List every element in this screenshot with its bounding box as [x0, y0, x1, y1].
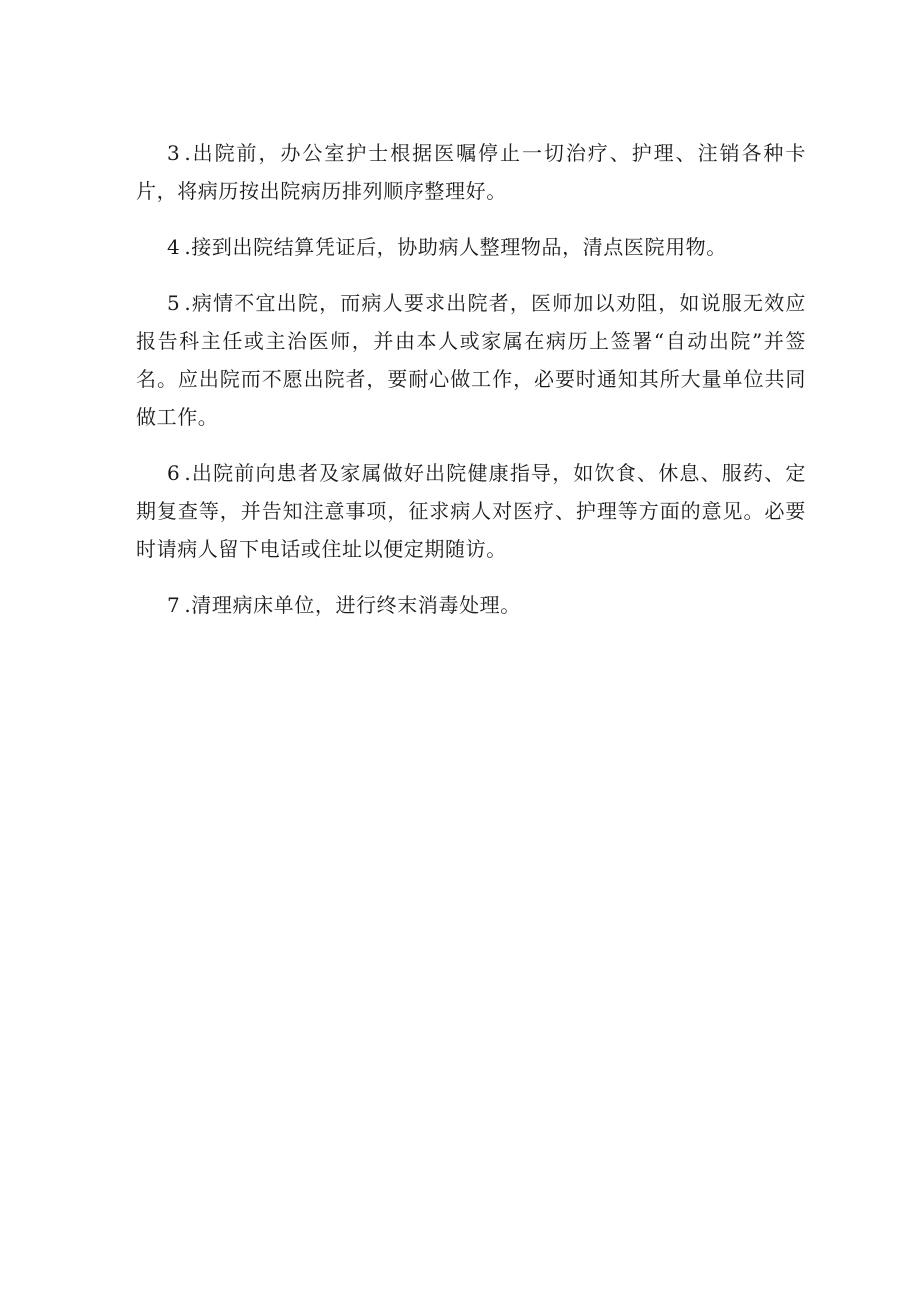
- item-number: 5: [167, 291, 181, 315]
- list-item-7: [136, 586, 806, 624]
- item-text: .病情不宜出院，而病人要求出院者，医师加以劝阻，如说服无效应报告科主任或主治医师，并由本人或家属在病历上签署“自动出院”并签名。应出院而不愿出院者，要耐心做工作，必要时通知其所大量单位共同做工作。: [136, 291, 806, 429]
- item-number: 7: [167, 593, 181, 617]
- item-number: 6: [167, 461, 181, 485]
- document-body: [136, 134, 806, 642]
- item-number: 4: [167, 235, 181, 259]
- list-item-3: [136, 134, 806, 210]
- list-item-6: [136, 454, 806, 568]
- item-text: .接到出院结算凭证后，协助病人整理物品，清点医院用物。: [184, 235, 727, 259]
- list-item-5: [136, 284, 806, 436]
- item-number: 3: [167, 141, 181, 165]
- list-item-4: [136, 228, 806, 266]
- item-text: .出院前向患者及家属做好出院健康指导，如饮食、休息、服药、定期复查等，并告知注意事项，征求病人对医疗、护理等方面的意见。必要时请病人留下电话或住址以便定期随访。: [136, 461, 806, 561]
- item-text: .出院前，办公室护士根据医嘱停止一切治疗、护理、注销各种卡片，将病历按出院病历排列顺序整理好。: [136, 141, 806, 203]
- item-text: .清理病床单位，进行终末消毒处理。: [184, 593, 521, 617]
